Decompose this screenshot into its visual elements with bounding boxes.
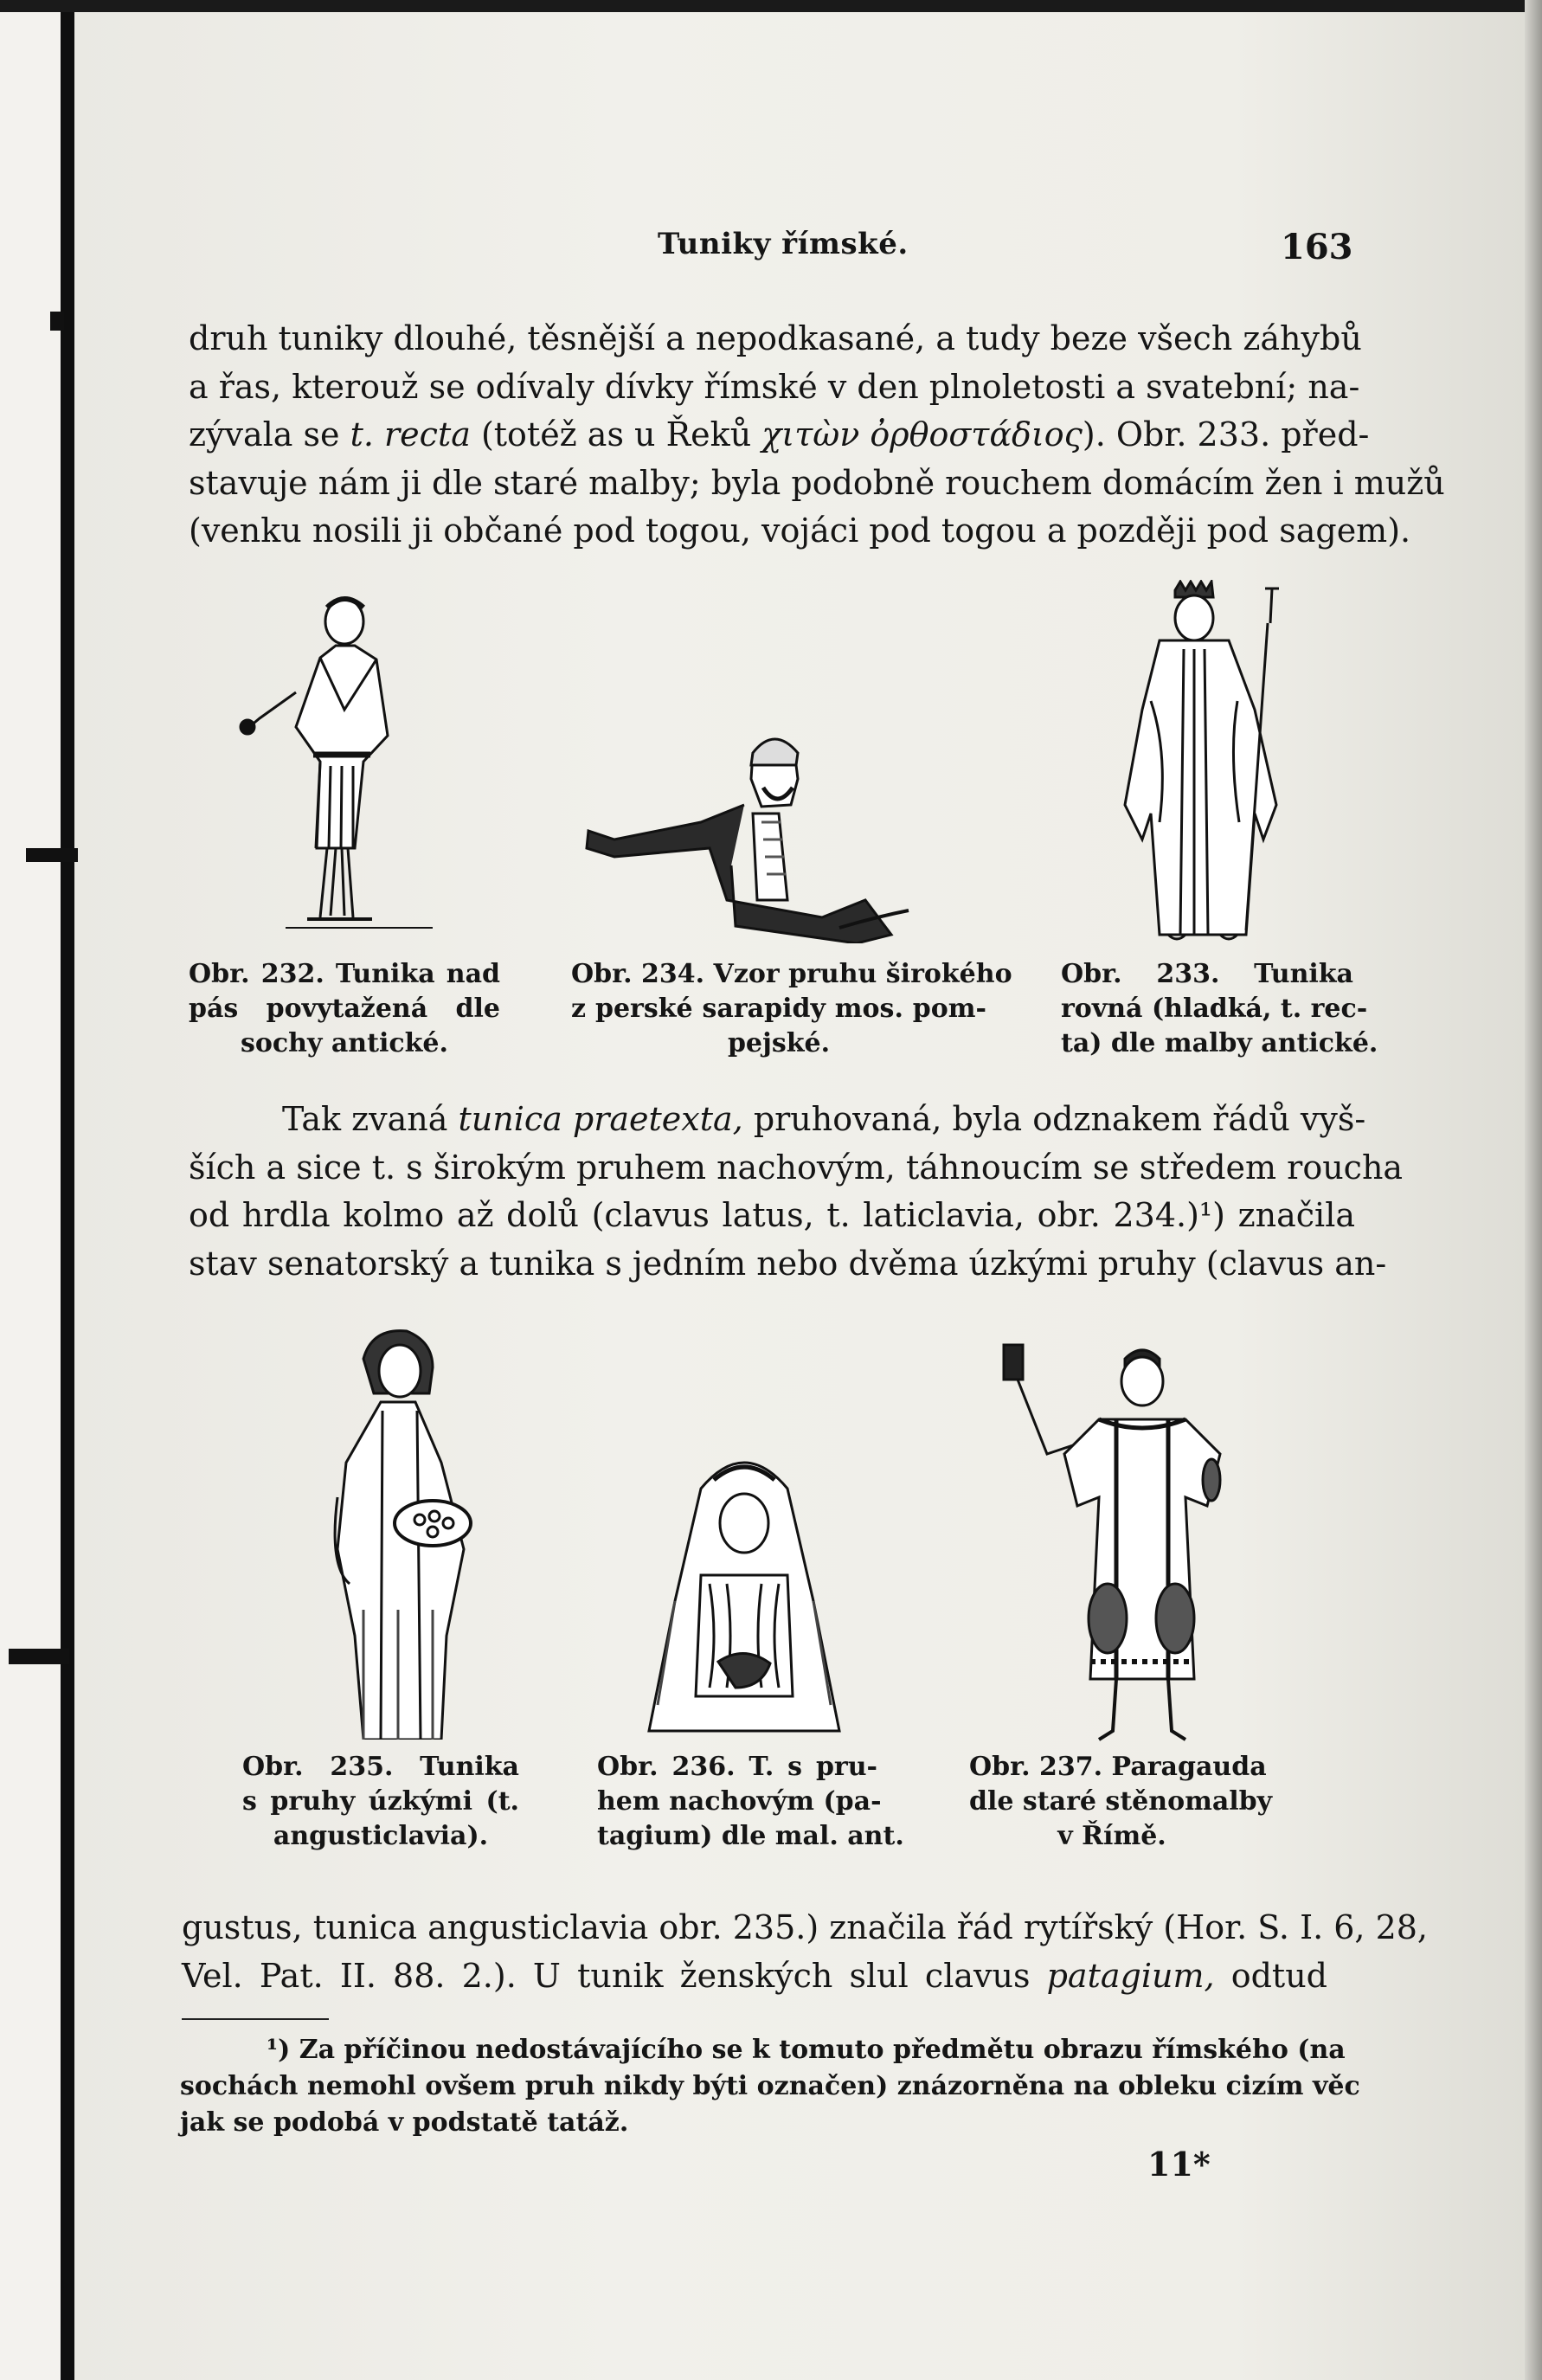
caption-line: Obr. 236. T. s pru- <box>597 1752 877 1782</box>
figure-235-illustration <box>312 1324 485 1740</box>
binding-mark <box>26 848 78 862</box>
caption-line: Obr. 237. Paragauda <box>969 1752 1267 1782</box>
footnote <box>180 2032 1360 2141</box>
binding-mark <box>50 312 64 331</box>
figure-237-illustration <box>995 1333 1237 1748</box>
figure-234-illustration <box>580 727 969 943</box>
paragraph-2 <box>189 1096 1404 1288</box>
text-line: a řas, kterouž se odívaly dívky římské v den plnoletosti a svatební; na- <box>189 367 1360 406</box>
text-line: ších a sice t. s širokým pruhem nachovým, táhnoucím se středem roucha <box>189 1148 1404 1187</box>
caption-line: dle staré stěnomalby <box>969 1786 1273 1817</box>
caption-line: Obr. 235. Tunika <box>242 1752 519 1782</box>
figure-232-illustration <box>234 589 441 935</box>
signature-mark: 11* <box>1147 2145 1211 2184</box>
caption-line: rovná (hladká, t. rec- <box>1061 994 1368 1024</box>
caption-line: angusticlavia). <box>273 1821 489 1851</box>
footnote-line: ¹) Za příčinou nedostávajícího se k tomuto předmětu obrazu římského (na <box>267 2035 1346 2065</box>
caption-line: s pruhy úzkými (t. <box>242 1786 519 1817</box>
text-line: od hrdla kolmo až dolů (clavus latus, t. laticlavia, obr. 234.)¹) značila <box>189 1196 1355 1234</box>
figure-236-caption <box>597 1750 904 1854</box>
text-line: zývala se t. recta (totéž as u Řeků χιτὼν ὀρθοστάδιος). Obr. 233. před- <box>189 415 1370 453</box>
book-spine-shadow <box>61 0 74 2380</box>
text-line: druh tuniky dlouhé, těsnější a nepodkasané, a tudy beze všech záhybů <box>189 319 1362 357</box>
figure-234-caption <box>571 957 1012 1061</box>
figure-235-caption <box>242 1750 519 1854</box>
top-edge-shadow <box>0 0 1542 12</box>
footnote-line: sochách nemohl ovšem pruh nikdy býti označen) znázorněna na obleku cizím věc <box>180 2071 1360 2101</box>
caption-line: sochy antické. <box>241 1028 448 1058</box>
paragraph-1 <box>189 315 1445 556</box>
caption-line: Obr. 234. Vzor pruhu širokého <box>571 959 1012 989</box>
text-line: stavuje nám ji dle staré malby; byla podobně rouchem domácím žen i mužů <box>189 463 1445 502</box>
caption-line: Obr. 233. Tunika <box>1061 959 1353 989</box>
caption-line: hem nachovým (pa- <box>597 1786 882 1817</box>
footnote-rule <box>182 2018 329 2020</box>
text-line: gustus, tunica angusticlavia obr. 235.) značila řád rytířský (Hor. S. I. 6, 28, <box>182 1908 1429 1946</box>
figure-236-illustration <box>640 1445 848 1748</box>
caption-line: pás povytažená dle <box>189 994 500 1024</box>
right-edge-shadow <box>1525 0 1542 2380</box>
text-line: Vel. Pat. II. 88. 2.). U tunik ženských slul clavus patagium, odtud <box>182 1956 1327 1995</box>
text-line: Tak zvaná tunica praetexta, pruhovaná, byla odznakem řádů vyš- <box>282 1100 1366 1138</box>
paragraph-3 <box>182 1904 1429 2000</box>
figure-232-caption <box>189 957 500 1061</box>
caption-line: pejské. <box>727 1028 831 1058</box>
figure-237-caption <box>969 1750 1273 1854</box>
caption-line: ta) dle malby antické. <box>1061 1028 1378 1058</box>
caption-line: z perské sarapidy mos. pom- <box>571 994 986 1024</box>
text-line: stav senatorský a tunika s jedním nebo dvěma úzkými pruhy (clavus an- <box>189 1244 1387 1283</box>
text-line: (venku nosili ji občané pod togou, vojáci pod togou a později pod sagem). <box>189 511 1411 550</box>
page-number: 163 <box>1281 227 1353 267</box>
figure-233-caption <box>1061 957 1378 1061</box>
figure-233-illustration <box>1090 580 1315 943</box>
binding-margin <box>0 0 61 2380</box>
caption-line: v Římě. <box>1057 1821 1166 1851</box>
running-head: Tuniky římské. <box>658 227 909 261</box>
caption-line: tagium) dle mal. ant. <box>597 1821 904 1851</box>
footnote-line: jak se podobá v podstatě tatáž. <box>180 2107 629 2138</box>
caption-line: Obr. 232. Tunika nad <box>189 959 500 989</box>
binding-mark <box>9 1649 69 1664</box>
